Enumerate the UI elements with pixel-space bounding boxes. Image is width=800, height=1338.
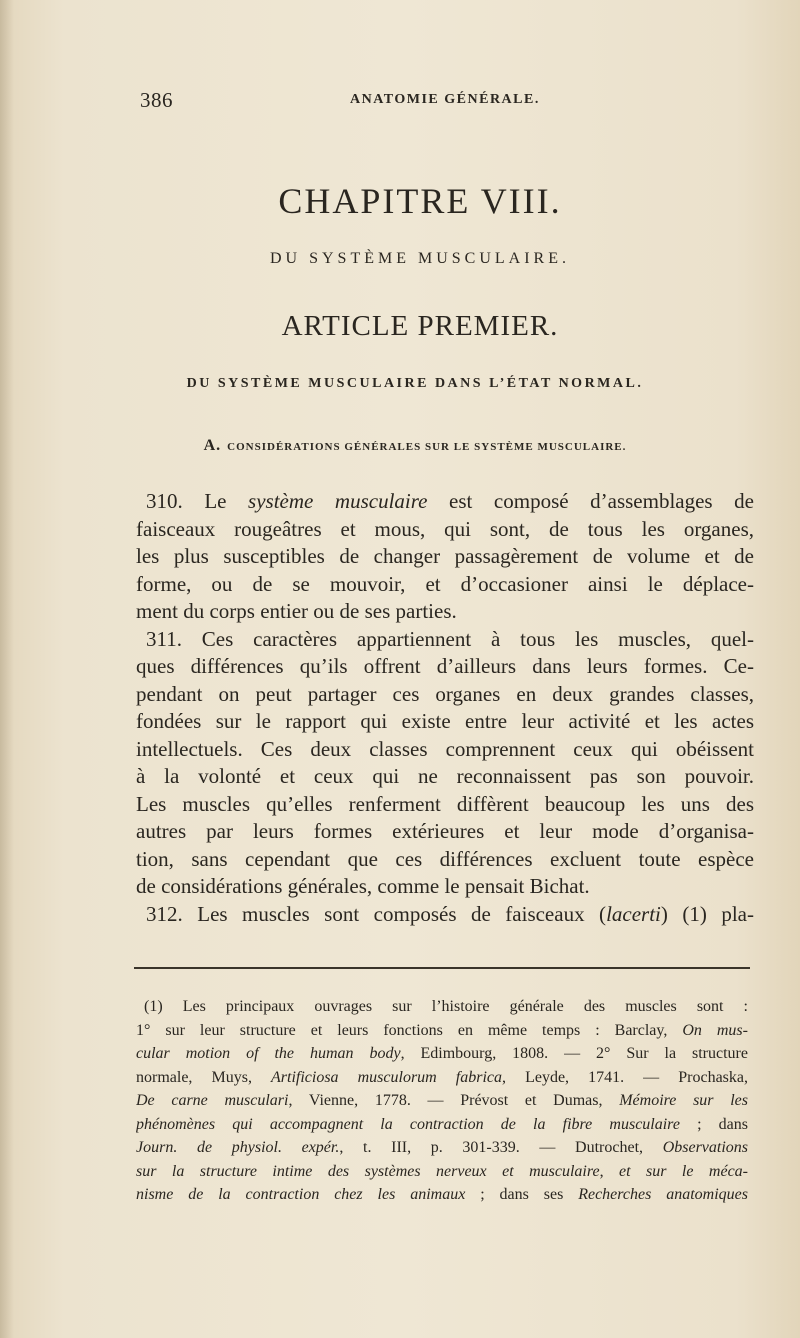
text-segment: 310. Le — [146, 489, 249, 513]
footnotes — [136, 995, 748, 1207]
text-segment: faisceaux rougeâtres et mous, qui sont, de tous les organes, — [136, 516, 754, 541]
footnote-line — [136, 1183, 748, 1207]
text-segment: ) (1) pla- — [660, 901, 754, 926]
text-segment: normale, Muys, — [136, 1068, 271, 1086]
footnote-line — [136, 1066, 748, 1090]
body-line — [136, 598, 754, 626]
body-line — [136, 818, 754, 846]
text-segment: est composé d’assemblages de — [427, 489, 754, 513]
subsection-title: CONSIDÉRATIONS GÉNÉRALES SUR LE SYSTÈME MUSCULAIRE. — [227, 441, 627, 453]
footnote-line — [136, 1136, 748, 1160]
footnote-line — [136, 1019, 748, 1043]
italic-text: sur la structure intime des systèmes nerveux et musculaire — [136, 1162, 600, 1180]
italic-text: système musculaire — [248, 489, 428, 513]
section-heading: DU SYSTÈME MUSCULAIRE DANS L’ÉTAT NORMAL. — [186, 376, 644, 391]
footnote-line — [136, 1042, 748, 1066]
text-segment: , t. III, p. 301-339. — Dutrochet, — [339, 1139, 663, 1156]
text-segment: ment du corps entier ou de ses parties. — [136, 599, 457, 623]
text-segment: ques différences qu’ils offrent d’ailleurs dans leurs formes. Ce- — [136, 654, 754, 678]
body-line — [136, 681, 754, 709]
body-line — [136, 626, 754, 654]
body-text — [136, 488, 754, 928]
text-segment: les plus susceptibles de changer passagèrement de volume et de — [136, 544, 754, 568]
footnote-line — [136, 1160, 748, 1184]
italic-text: Observations — [662, 1139, 748, 1156]
footnote-rule — [134, 967, 750, 969]
text-segment: autres par leurs formes extérieures et leur mode d’organisa- — [136, 819, 754, 843]
italic-text: De carne musculari — [136, 1092, 289, 1109]
text-segment: fondées sur le rapport qui existe entre leur activité et les actes — [136, 709, 754, 733]
italic-text: lacerti — [606, 901, 661, 926]
body-line — [136, 873, 754, 901]
body-line — [136, 708, 754, 736]
text-segment: , Edimbourg, 1808. — 2° Sur la structure — [400, 1045, 748, 1062]
text-segment: 1° sur leur structure et leurs fonctions en même temps : Barclay, — [136, 1021, 683, 1039]
text-segment: intellectuels. Ces deux classes comprennent ceux qui obéissent — [136, 736, 754, 761]
italic-text: phénomènes qui accompagnent la contraction de la fibre musculaire — [136, 1115, 680, 1133]
body-line — [136, 736, 754, 764]
subsection-letter: A. — [203, 437, 222, 454]
body-line — [136, 571, 754, 599]
text-segment: 312. Les muscles sont composés de faisceaux ( — [146, 901, 607, 926]
text-segment: forme, ou de se mouvoir, et d’occasioner ainsi le déplace- — [136, 571, 754, 596]
italic-text: Recherches anatomiques — [578, 1186, 748, 1203]
italic-text: Artificiosa musculorum fabrica — [271, 1068, 503, 1086]
text-segment: de considérations générales, comme le pensait Bichat. — [136, 874, 590, 898]
text-segment: Les muscles qu’elles renferment diffèrent beaucoup les uns des — [136, 791, 754, 816]
text-segment: ; dans ses — [465, 1186, 579, 1203]
text-segment: ; dans — [679, 1115, 748, 1133]
italic-text: cular motion of the human body — [136, 1045, 401, 1062]
body-line — [136, 901, 754, 929]
italic-text: et sur le méca- — [619, 1162, 748, 1180]
italic-text: Mémoire sur les — [619, 1092, 748, 1109]
text-segment: (1) Les principaux ouvrages sur l’histoire générale des muscles sont : — [144, 998, 748, 1015]
body-line — [136, 653, 754, 681]
footnote-line — [136, 1089, 748, 1113]
text-segment: , Leyde, 1741. — Prochaska, — [502, 1068, 748, 1086]
body-line — [136, 791, 754, 819]
article-title: ARTICLE PREMIER. — [281, 310, 559, 342]
body-line — [136, 763, 754, 791]
chapter-title: CHAPITRE VIII. — [278, 181, 562, 221]
italic-text: On mus- — [682, 1021, 748, 1039]
text-segment: 311. Ces caractères appartiennent à tous les muscles, quel- — [146, 626, 754, 651]
body-line — [136, 516, 754, 544]
body-line — [136, 846, 754, 874]
body-line — [136, 543, 754, 571]
subsection-heading — [0, 437, 800, 455]
running-title: ANATOMIE GÉNÉRALE. — [350, 92, 540, 107]
italic-text: Journ. de physiol. expér. — [136, 1139, 340, 1156]
text-segment: pendant on peut partager ces organes en deux grandes classes, — [136, 681, 754, 706]
footnote-line — [136, 1113, 748, 1137]
running-head — [140, 88, 760, 118]
body-line — [136, 488, 754, 516]
footnote-line — [136, 995, 748, 1019]
text-segment: tion, sans cependant que ces différences excluent toute espèce — [136, 846, 754, 871]
page-number: 386 — [140, 88, 173, 112]
text-segment: à la volonté et ceux qui ne reconnaissent pas son pouvoir. — [136, 764, 754, 788]
text-segment: , — [599, 1162, 620, 1180]
text-segment: , Vienne, 1778. — Prévost et Dumas, — [288, 1092, 620, 1109]
chapter-subtitle: DU SYSTÈME MUSCULAIRE. — [269, 250, 570, 267]
italic-text: nisme de la contraction chez les animaux — [136, 1186, 466, 1203]
